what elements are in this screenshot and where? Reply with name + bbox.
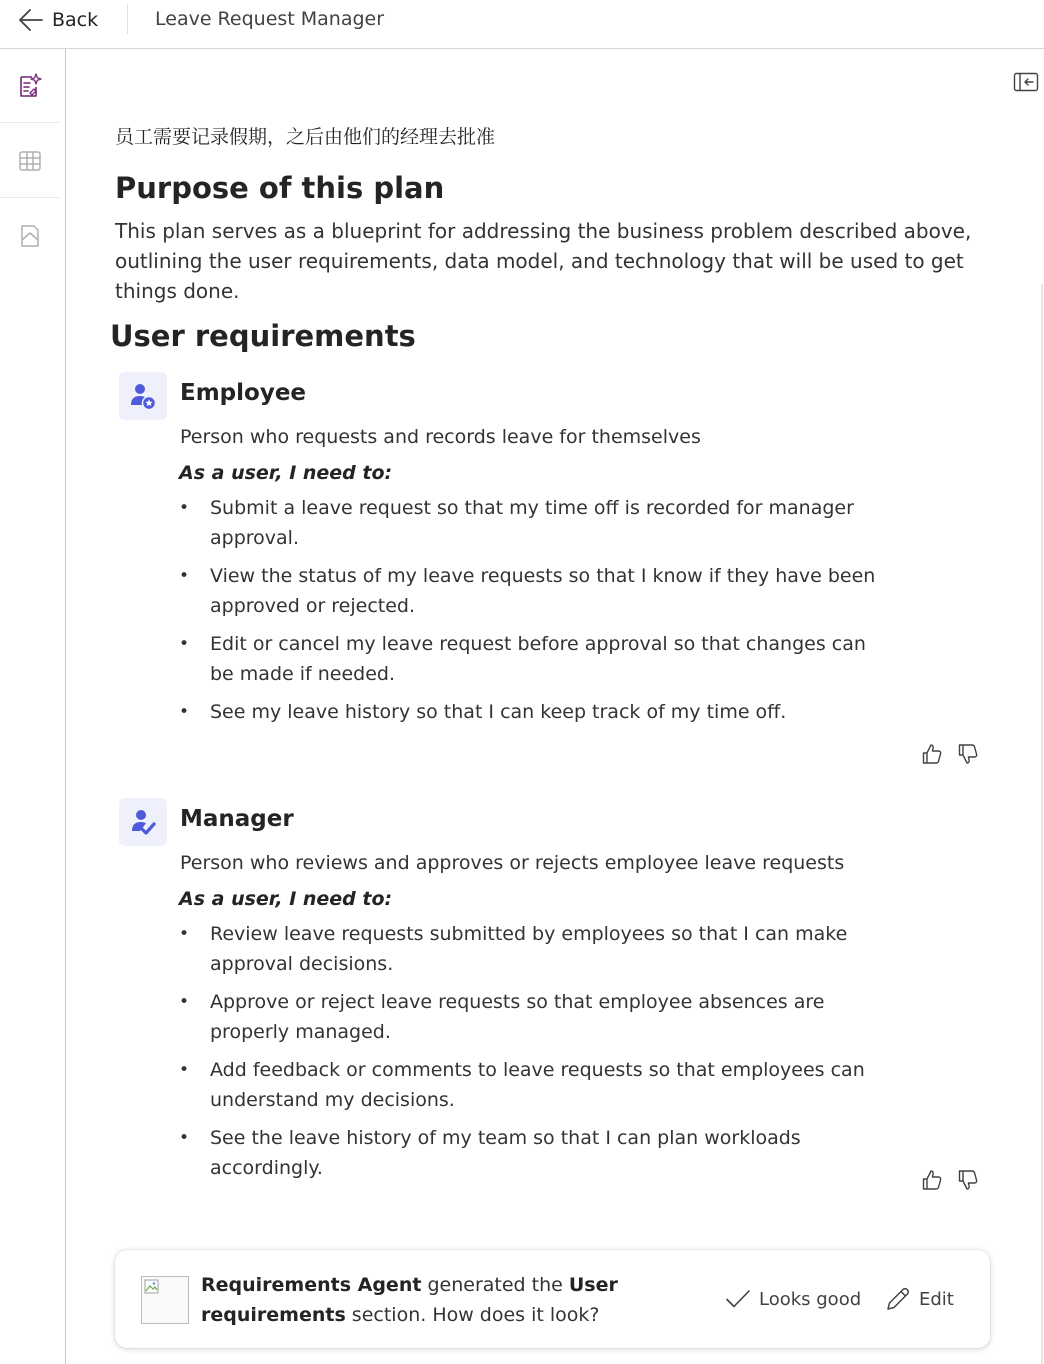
scrollbar[interactable] [1041, 284, 1043, 1364]
thumbs-down-icon [956, 742, 980, 766]
rail-item-plan[interactable] [0, 49, 60, 123]
purpose-heading: Purpose of this plan [115, 171, 445, 205]
app-title: Leave Request Manager [155, 8, 385, 30]
rail-item-data[interactable] [0, 124, 60, 198]
header-divider [127, 4, 128, 34]
top-bar [0, 0, 1044, 49]
need-label: As a user, I need to: [179, 888, 393, 910]
edit-label: Edit [919, 1288, 954, 1310]
agent-message [201, 1270, 641, 1330]
list-item: • See my leave history so that I can keep track of my time off. [179, 697, 889, 727]
table-icon [17, 148, 43, 174]
person-check-icon [128, 807, 158, 837]
arrow-left-icon [18, 8, 44, 32]
need-label: As a user, I need to: [179, 462, 393, 484]
looks-good-label: Looks good [759, 1288, 862, 1310]
avatar [119, 372, 167, 420]
section-name: User requirements [201, 1274, 618, 1326]
list-item: • Review leave requests submitted by employees so that I can make approval decisions. [179, 919, 889, 979]
thumbs-down-button[interactable] [956, 1168, 980, 1192]
list-item: • Submit a leave request so that my time off is recorded for manager approval. [179, 493, 889, 553]
persona-description: Person who requests and records leave for themselves [180, 426, 701, 448]
avatar [119, 798, 167, 846]
page-icon [17, 223, 43, 249]
requirements-list [179, 919, 889, 1191]
collapse-pane-button[interactable] [1013, 71, 1039, 93]
thumbs-up-button[interactable] [920, 1168, 944, 1192]
list-item: • Approve or reject leave requests so that employee absences are properly managed. [179, 987, 889, 1047]
rail-item-pages[interactable] [0, 199, 60, 273]
pencil-icon [885, 1286, 911, 1312]
edit-button[interactable] [885, 1286, 954, 1312]
thumbs-up-button[interactable] [920, 742, 944, 766]
thumbs-up-icon [920, 742, 944, 766]
agent-message-text: generated the [421, 1274, 569, 1296]
broken-image-icon [144, 1279, 160, 1295]
looks-good-button[interactable] [725, 1286, 861, 1312]
left-rail [0, 49, 66, 1364]
purpose-body: This plan serves as a blueprint for addressing the business problem described above, outlining the user requirements, data model, and technology that will be used to get things done. [115, 219, 972, 303]
agent-name: Requirements Agent [201, 1274, 422, 1296]
requirements-list [179, 493, 889, 735]
back-button[interactable] [18, 6, 98, 34]
person-star-icon [128, 381, 158, 411]
agent-feedback-card [115, 1250, 990, 1348]
panel-collapse-icon [1013, 71, 1039, 93]
list-item: • View the status of my leave requests so that I know if they have been approved or rejected. [179, 561, 889, 621]
plan-sparkle-icon [17, 73, 43, 99]
persona-description: Person who reviews and approves or rejects employee leave requests [180, 852, 845, 874]
list-item: • See the leave history of my team so that I can plan workloads accordingly. [179, 1123, 889, 1183]
list-item: • Add feedback or comments to leave requests so that employees can understand my decisions. [179, 1055, 889, 1115]
thumbs-down-icon [956, 1168, 980, 1192]
thumbs-up-icon [920, 1168, 944, 1192]
back-label: Back [52, 9, 99, 31]
agent-avatar [141, 1276, 189, 1324]
requirements-heading: User requirements [110, 319, 416, 353]
persona-name: Manager [180, 806, 294, 832]
thumbs-down-button[interactable] [956, 742, 980, 766]
list-item: • Edit or cancel my leave request before approval so that changes can be made if needed. [179, 629, 889, 689]
agent-message-text: section. How does it look? [345, 1304, 600, 1326]
problem-statement: 员工需要记录假期，之后由他们的经理去批准 [115, 126, 496, 148]
persona-name: Employee [180, 380, 307, 406]
checkmark-icon [725, 1286, 751, 1312]
